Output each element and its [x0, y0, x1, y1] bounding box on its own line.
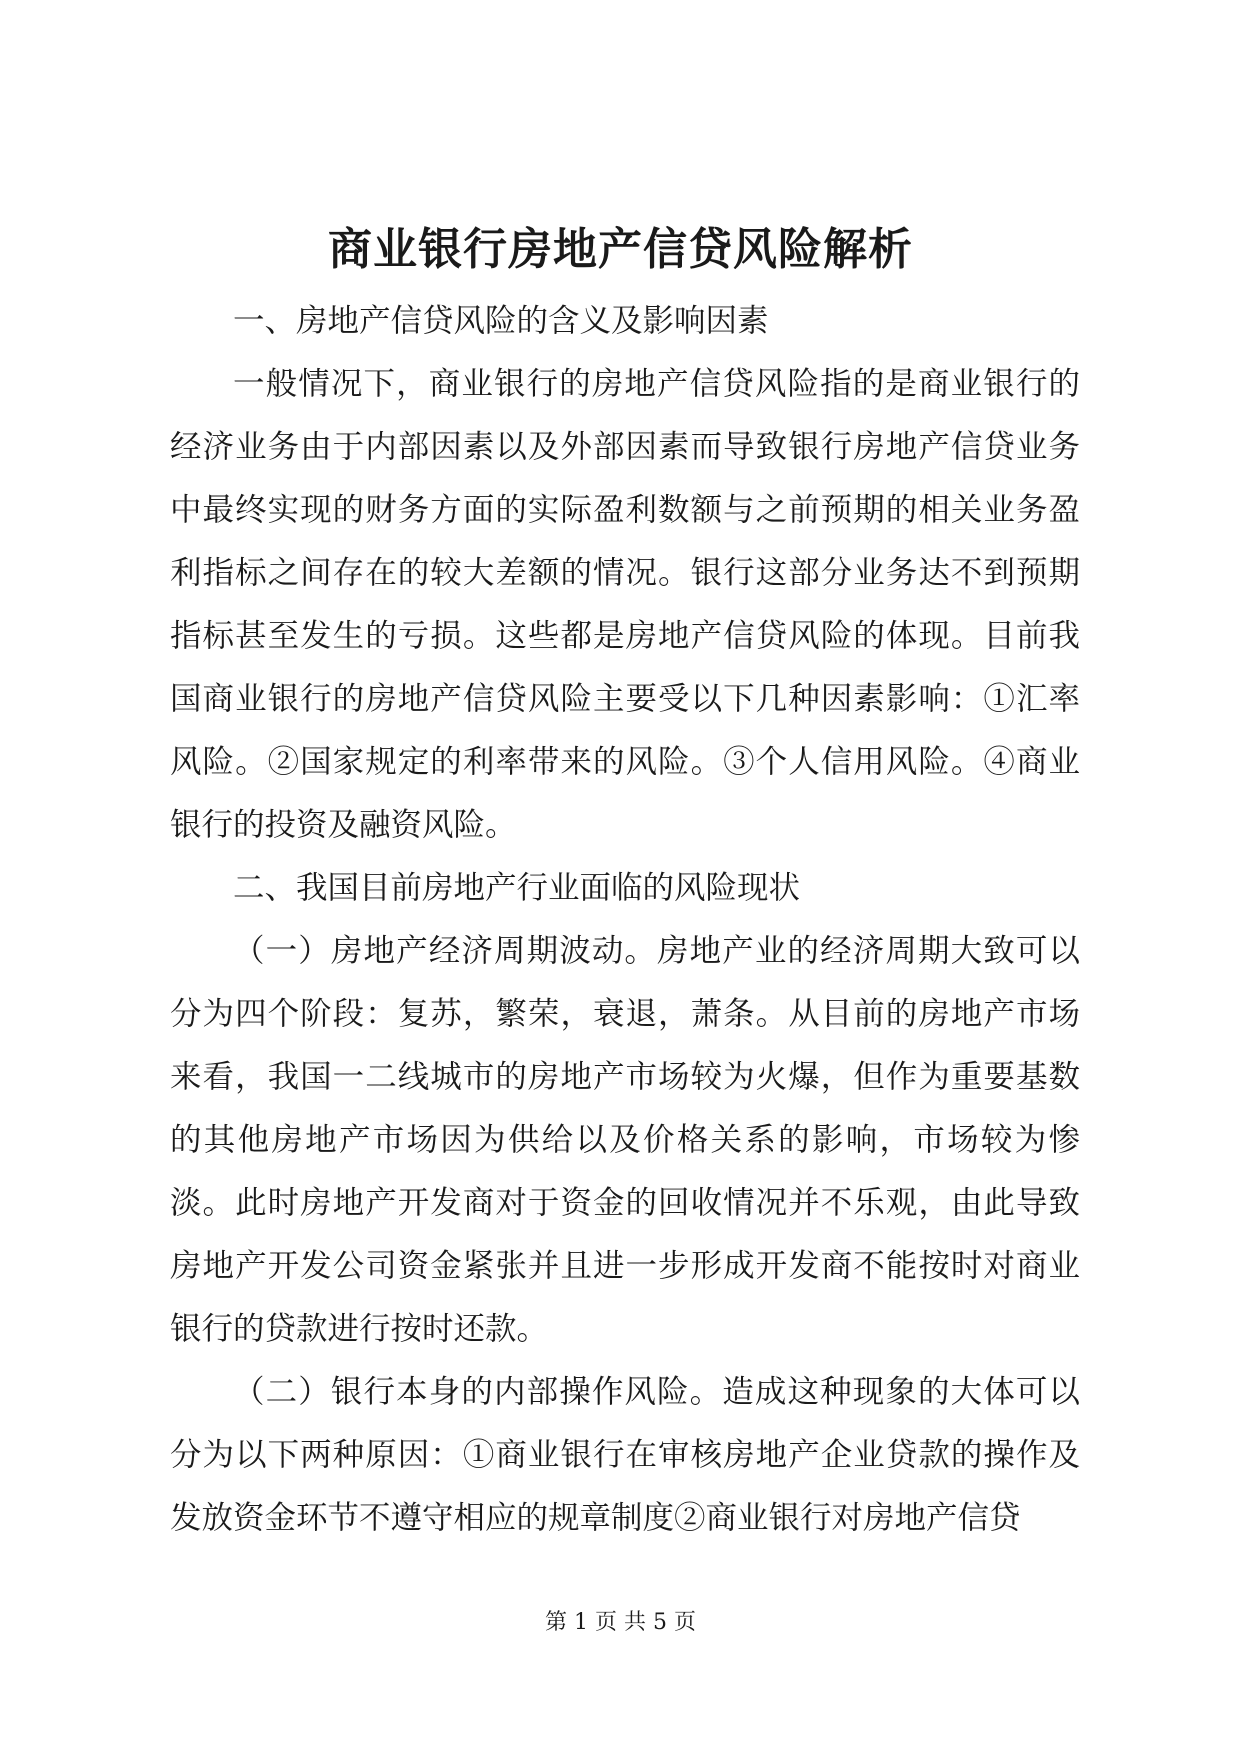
paragraph-2: （一）房地产经济周期波动。房地产业的经济周期大致可以分为四个阶段：复苏，繁荣，衰退，萧条。从目前的房地产市场来看，我国一二线城市的房地产市场较为火爆，但作为重要基数的其他房地产市场因为供给以及价格关系的影响，市场较为惨淡。此时房地产开发商对于资金的回收情况并不乐观，由此导致房地产开发公司资金紧张并且进一步形成开发商不能按时对商业银行的贷款进行按时还款。	[170, 933, 1080, 1347]
section-heading-2: 二、我国目前房地产行业面临的风险现状	[233, 870, 801, 906]
paragraph-3: （二）银行本身的内部操作风险。造成这种现象的大体可以分为以下两种原因：①商业银行在审核房地产企业贷款的操作及发放资金环节不遵守相应的规章制度②商业银行对房地产信贷	[170, 1374, 1080, 1536]
document-title: 商业银行房地产信贷风险解析	[328, 224, 913, 275]
document-body	[170, 290, 1080, 1550]
section-heading-1: 一、房地产信贷风险的含义及影响因素	[233, 303, 769, 339]
page-footer	[0, 1608, 1241, 1638]
page-number-label: 第 1 页 共 5 页	[545, 1610, 696, 1635]
paragraph-1: 一般情况下，商业银行的房地产信贷风险指的是商业银行的经济业务由于内部因素以及外部因素而导致银行房地产信贷业务中最终实现的财务方面的实际盈利数额与之前预期的相关业务盈利指标之间存在的较大差额的情况。银行这部分业务达不到预期指标甚至发生的亏损。这些都是房地产信贷风险的体现。目前我国商业银行的房地产信贷风险主要受以下几种因素影响：①汇率风险。②国家规定的利率带来的风险。③个人信用风险。④商业银行的投资及融资风险。	[170, 366, 1080, 843]
